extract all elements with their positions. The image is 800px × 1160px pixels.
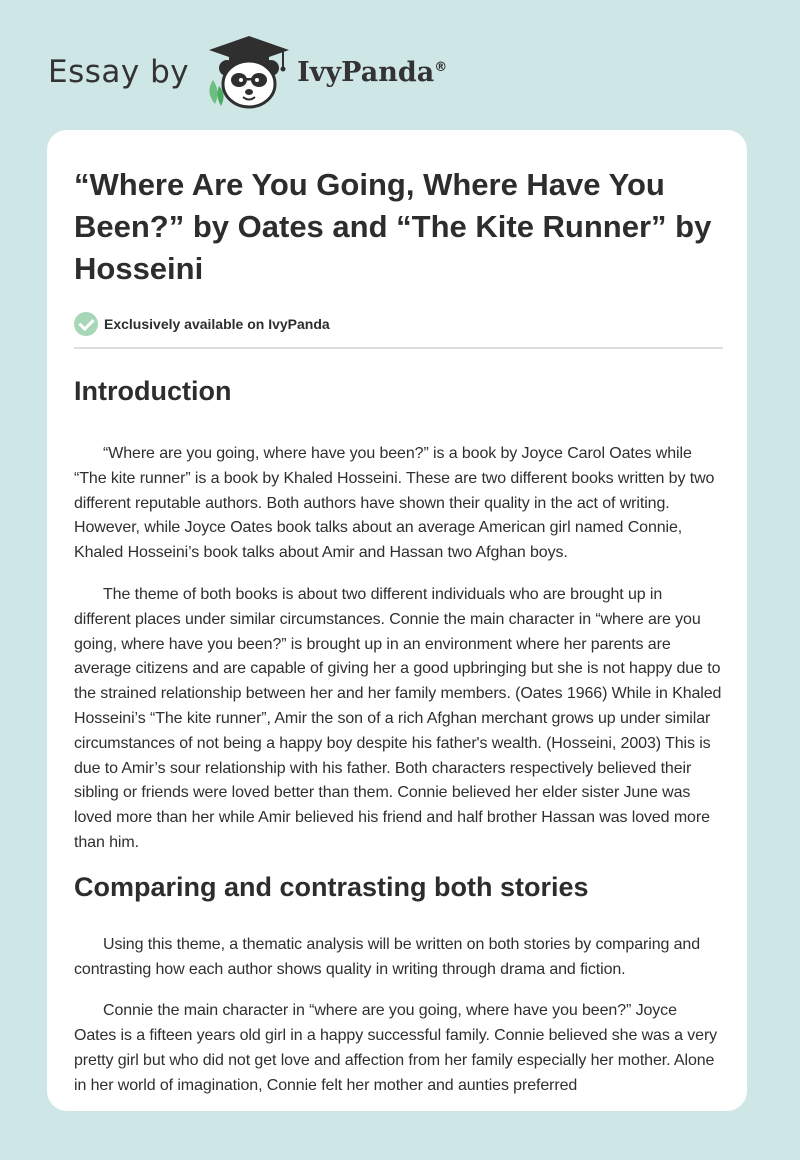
brand-name[interactable] xyxy=(297,57,447,88)
registered-mark: ® xyxy=(434,59,448,75)
paragraph: Using this theme, a thematic analysis will be written on both stories by comparing and contrasting how each author shows quality in writing through drama and fiction. xyxy=(74,935,701,978)
section-heading-introduction: Introduction xyxy=(74,376,232,406)
brand-prefix: Essay by xyxy=(48,54,190,90)
exclusive-badge-label: Exclusively available on IvyPanda xyxy=(104,316,330,332)
brand-name-text: IvyPanda xyxy=(297,56,435,88)
essay-card xyxy=(47,130,747,1111)
section-heading-comparing: Comparing and contrasting both stories xyxy=(74,871,589,902)
panda-logo-icon[interactable] xyxy=(203,34,295,110)
essay-content xyxy=(74,164,723,1099)
paragraph: The theme of both books is about two different individuals who are brought up in different places under similar circumstances. Connie the main character in “where are you going, where have you been?” is brought up in an environment where her parents are average citizens and are capable of giving her a good upbringing but she is not happy due to the strained relationship between her and her family members. (Oates 1966) While in Khaled Hosseini’s “The kite runner”, Amir the son of a rich Afghan merchant grows up under similar circumstances of not being a happy boy despite his father's wealth. (Hosseini, 2003) This is due to Amir’s sour relationship with his father. Both characters respectively believed their sibling or friends were loved better than them. Connie believed her elder sister June was loved more than her while Amir believed his friend and half brother Hassan was loved more than him. xyxy=(74,585,722,851)
paragraph: Connie the main character in “where are you going, where have you been?” Joyce Oates is a fifteen years old girl in a happy successful family. Connie believed she was a very pretty girl but who did not get love and affection from her family especially her mother. Alone in her world of imagination, Connie felt her mother and aunties preferred xyxy=(74,1002,718,1094)
divider xyxy=(74,347,723,349)
check-circle-icon xyxy=(74,312,98,336)
exclusive-badge xyxy=(74,310,723,338)
essay-title: “Where Are You Going, Where Have You Been?” by Oates and “The Kite Runner” by Hosseini xyxy=(74,167,712,286)
paragraph: “Where are you going, where have you been?” is a book by Joyce Carol Oates while “The kite runner” is a book by Khaled Hosseini. These are two different books written by two different reputable authors. Both authors have shown their quality in the act of writing. However, while Joyce Oates book talks about an average American girl named Connie, Khaled Hosseini’s book talks about Amir and Hassan two Afghan boys. xyxy=(74,445,715,562)
brand-header xyxy=(48,34,447,110)
